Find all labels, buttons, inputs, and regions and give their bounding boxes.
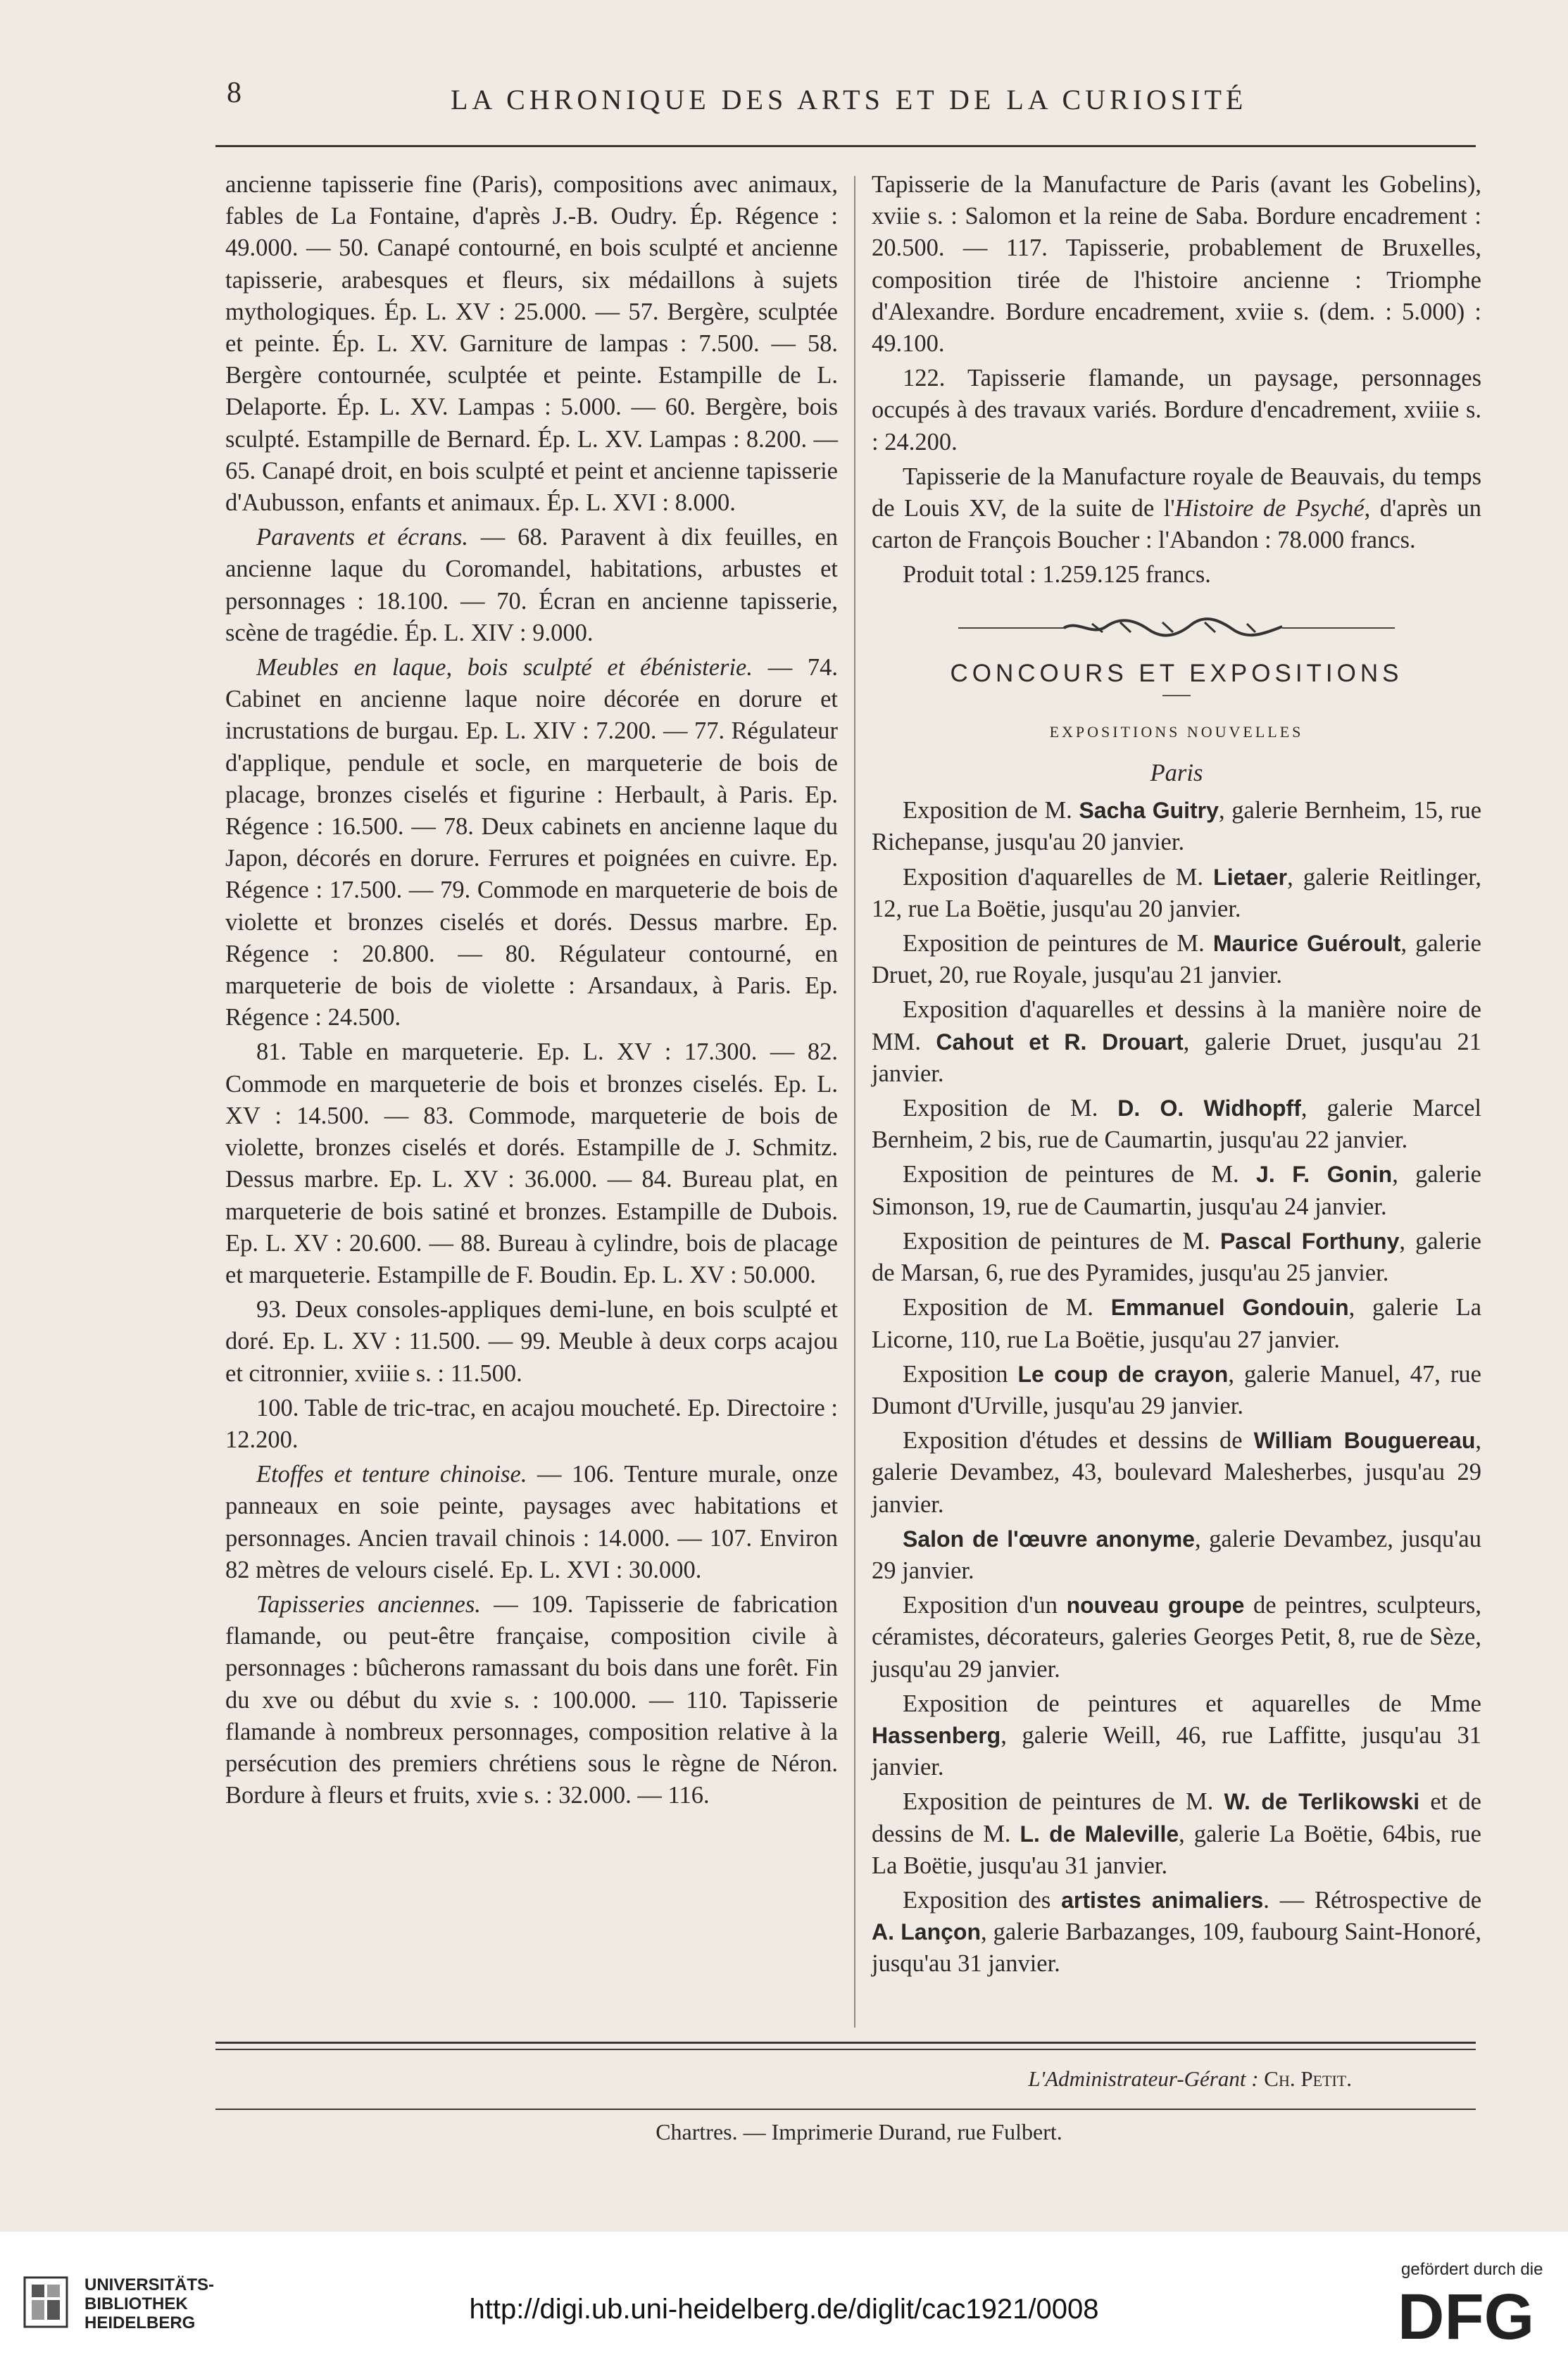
category-heading: Etoffes et tenture chinoise.: [256, 1461, 527, 1488]
bottom-rule: [215, 2042, 1476, 2044]
column-divider: [854, 176, 855, 2028]
paragraph: Paravents et écrans. — 68. Paravent à dix feuilles, en ancienne laque du Coromandel, habitations, arbustes et personnages : 18.100. — 70. Écran en ancienne tapisserie, scène de tragédie. Ép. L. XIV : 9.000.: [225, 524, 838, 646]
page-number: 8: [227, 77, 242, 109]
printer-line: Chartres. — Imprimerie Durand, rue Fulbert.: [656, 2119, 1062, 2144]
exhibitor-name: Emmanuel Gondouin: [1110, 1295, 1349, 1321]
dfg-logo-icon: [1398, 2282, 1545, 2346]
paragraph: Meubles en laque, bois sculpté et ébénisterie. — 74. Cabinet en ancienne laque noire décorée en dorure et incrustations de burgau. Ep. L. XIV : 7.200. — 77. Régulateur d'applique, pendule et socle, en marqueterie de bois de placage, bronzes ciselés et figurine : Herbault, à Paris. Ep. Régence : 16.500. — 78. Deux cabinets en ancienne laque du Japon, décorés en dorure. Ferrures et poignées en cuivre. Ep. Régence : 17.500. — 79. Commode en marqueterie de bois de violette et bronzes ciselés et dorés. Dessus marbre. Ep. Régence : 20.800. — 80. Régulateur contourné, en marqueterie de bois de violette : Arsandaux, à Paris. Ep. Régence : 24.500.: [225, 654, 839, 1031]
administrator-name: Ch. Petit.: [1264, 2066, 1352, 2091]
paragraph: Etoffes et tenture chinoise. — 106. Tenture murale, onze panneaux en soie peinte, paysages avec habitations et personnages. Ancien travail chinois : 14.000. — 107. Environ 82 mètres de velours ciselé. Ep. L. XVI : 30.000.: [225, 1461, 838, 1583]
exhibitor-name: artistes animaliers: [1061, 1887, 1264, 1913]
paragraph: 122. Tapisserie flamande, un paysage, personnages occupés à des travaux variés. Bordure d'encadrement, xviiie s. : 24.200.: [872, 365, 1481, 456]
left-column: [225, 169, 838, 1814]
dfg-logo-text: DFG: [1398, 2282, 1535, 2346]
category-heading: Meubles en laque, bois sculpté et ébénisterie.: [256, 654, 753, 681]
exhibitor-name: nouveau groupe: [1066, 1593, 1245, 1619]
exhibitor-name: Maurice Guéroult: [1212, 931, 1401, 957]
exhibition-item: Exposition de peintures de M. W. de Terlikowski et de dessins de M. L. de Maleville, galerie La Boëtie, 64bis, rue La Boëtie, jusqu'au 31 janvier.: [872, 1788, 1481, 1879]
exhibitor-name: W. de Terlikowski: [1224, 1789, 1420, 1815]
digitization-bar: [0, 2232, 1568, 2362]
exhibition-item: Exposition de peintures de M. Pascal Forthuny, galerie de Marsan, 6, rue des Pyramides, jusqu'au 25 janvier.: [872, 1227, 1481, 1287]
exhibitions-list: [872, 795, 1481, 1980]
exhibitor-name: D. O. Widhopff: [1117, 1095, 1301, 1122]
paragraph: Tapisseries anciennes. — 109. Tapisserie de fabrication flamande, ou peut-être française, composition civile à personnages : bûcherons ramassant du bois dans une forêt. Fin du xve ou début du xvie s. : 100.000. — 110. Tapisserie flamande à nombreux personnages, composition relative à la persécution des premiers chrétiens sous le règne de Néron. Bordure à fleurs et fruits, xvie s. : 32.000. — 116.: [225, 1590, 838, 1809]
paragraph: Tapisserie de la Manufacture royale de Beauvais, du temps de Louis XV, de la suite de l'Histoire de Psyché, d'après un carton de François Boucher : l'Abandon : 78.000 francs.: [872, 463, 1482, 554]
exhibition-item: Exposition de peintures de M. Maurice Guéroult, galerie Druet, 20, rue Royale, jusqu'au 21 janvier.: [872, 930, 1481, 989]
exhibition-item: Exposition de peintures de M. J. F. Gonin, galerie Simonson, 19, rue de Caumartin, jusqu'au 24 janvier.: [872, 1161, 1481, 1220]
paragraph: 81. Table en marqueterie. Ep. L. XV : 17.300. — 82. Commode en marqueterie de bois et bronzes ciselés. Ep. L. XV : 14.500. — 83. Commode, marqueterie de bois de violette, bronzes ciselés et dorés. Estampille de J. Schmitz. Dessus marbre. Ep. L. XV : 36.000. — 84. Bureau plat, en marqueterie de bois satiné et bronzes. Estampille de Dubois. Ep. L. XV : 20.600. — 88. Bureau à cylindre, bois de placage et marqueterie. Estampille de F. Boudin. Ep. L. XV : 50.000.: [225, 1038, 838, 1288]
footer-rule: [215, 2109, 1476, 2110]
paragraph: 100. Table de tric-trac, en acajou moucheté. Ep. Directoire : 12.200.: [225, 1394, 838, 1453]
exhibition-item: Exposition d'études et dessins de William Bouguereau, galerie Devambez, 43, boulevard Malesherbes, jusqu'au 29 janvier.: [872, 1427, 1482, 1518]
exhibition-item: Exposition d'aquarelles de M. Lietaer, galerie Reitlinger, 12, rue La Boëtie, jusqu'au 20 janvier.: [872, 863, 1481, 922]
administrator-label: L'Administrateur-Gérant :: [1028, 2066, 1259, 2091]
paragraph: 93. Deux consoles-appliques demi-lune, en bois sculpté et doré. Ep. L. XV : 11.500. — 99. Meuble à deux corps acajou et citronnier, xviiie s. : 11.500.: [225, 1296, 838, 1387]
section-rule: [1162, 695, 1191, 696]
paragraph: Produit total : 1.259.125 francs.: [903, 561, 1211, 589]
exhibitor-name: L. de Maleville: [1020, 1821, 1179, 1847]
exhibition-item: Exposition de M. Sacha Guitry, galerie Bernheim, 15, rue Richepanse, jusqu'au 20 janvier.: [872, 797, 1482, 856]
exhibition-item: Exposition d'un nouveau groupe de peintres, sculpteurs, céramistes, décorateurs, galeries Georges Petit, 8, rue de Sèze, jusqu'au 29 janvier.: [872, 1592, 1481, 1683]
exhibition-item: Exposition de M. Emmanuel Gondouin, galerie La Licorne, 110, rue La Boëtie, jusqu'au 27 janvier.: [872, 1294, 1482, 1353]
header-rule: [215, 145, 1476, 147]
bottom-rule-thin: [215, 2049, 1476, 2050]
exhibitor-name: Le coup de crayon: [1017, 1361, 1229, 1387]
city-heading: Paris: [1150, 760, 1203, 787]
exhibition-item: Exposition de M. D. O. Widhopff, galerie Marcel Bernheim, 2 bis, rue de Caumartin, jusqu'au 22 janvier.: [872, 1095, 1481, 1154]
exhibition-item: Salon de l'œuvre anonyme, galerie Devambez, jusqu'au 29 janvier.: [872, 1525, 1481, 1584]
work-title: Histoire de Psyché: [1174, 495, 1365, 522]
running-title: LA CHRONIQUE DES ARTS ET DE LA CURIOSITÉ: [451, 84, 1248, 115]
ornament-divider-icon: [951, 617, 1402, 638]
category-heading: Tapisseries anciennes.: [256, 1590, 481, 1618]
exhibition-item: Exposition Le coup de crayon, galerie Manuel, 47, rue Dumont d'Urville, jusqu'au 29 janvier.: [872, 1360, 1481, 1419]
exhibition-item: Exposition d'aquarelles et dessins à la manière noire de MM. Cahout et R. Drouart, galerie Druet, jusqu'au 21 janvier.: [872, 996, 1481, 1087]
subsection-title: EXPOSITIONS NOUVELLES: [1049, 722, 1304, 741]
exhibitor-name: Salon de l'œuvre anonyme: [903, 1526, 1195, 1552]
exhibitor-name: Pascal Forthuny: [1219, 1228, 1400, 1254]
section-title: CONCOURS ET EXPOSITIONS: [950, 659, 1403, 687]
exhibitor-name: A. Lançon: [872, 1919, 981, 1945]
auction-results-continued: [872, 169, 1481, 591]
paragraph: ancienne tapisserie fine (Paris), compositions avec animaux, fables de La Fontaine, d'après J.-B. Oudry. Ép. Régence : 49.000. — 50. Canapé contourné, en bois sculpté et ancienne tapisserie, arabesques et fleurs, six médaillons à sujets mythologiques. Ép. L. XV : 25.000. — 57. Bergère, sculptée et peinte. Ép. L. XV. Garniture de lampas : 7.500. — 58. Bergère contournée, sculptée et peinte. Estampille de L. Delaporte. Ép. L. XV. Lampas : 5.000. — 60. Bergère, bois sculpté. Estampille de Bernard. Ép. L. XV. Lampas : 8.200. — 65. Canapé droit, en bois sculpté et peint et ancienne tapisserie d'Aubusson, enfants et animaux. Ép. L. XVI : 8.000.: [225, 171, 838, 517]
exhibitor-name: Lietaer: [1213, 864, 1288, 890]
funded-by-label: gefördert durch die: [1401, 2260, 1543, 2279]
exhibitor-name: Sacha Guitry: [1079, 798, 1219, 824]
exhibitor-name: J. F. Gonin: [1256, 1162, 1393, 1188]
administrator-credit: [845, 2066, 1352, 2092]
source-url-link[interactable]: http://digi.ub.uni-heidelberg.de/diglit/cac1921/0008: [469, 2294, 1099, 2325]
library-name: UNIVERSITÄTS- BIBLIOTHEK HEIDELBERG: [84, 2275, 215, 2332]
exhibition-item: Exposition de peintures et aquarelles de Mme Hassenberg, galerie Weill, 46, rue Laffitte, jusqu'au 31 janvier.: [872, 1690, 1481, 1781]
right-column: [872, 169, 1481, 1983]
paragraph: Tapisserie de la Manufacture de Paris (avant les Gobelins), xviie s. : Salomon et la reine de Saba. Bordure encadrement : 20.500. — 117. Tapisserie, probablement de Bruxelles, composition tirée de l'histoire ancienne : Triomphe d'Alexandre. Bordure encadrement, xviie s. (dem. : 5.000) : 49.100.: [872, 171, 1481, 358]
exhibitor-name: Hassenberg: [872, 1722, 1001, 1748]
exhibitor-name: Cahout et R. Drouart: [936, 1029, 1184, 1055]
exhibitor-name: William Bouguereau: [1253, 1428, 1476, 1454]
category-heading: Paravents et écrans.: [256, 524, 468, 551]
exhibition-item: Exposition des artistes animaliers. — Rétrospective de A. Lançon, galerie Barbazanges, 109, faubourg Saint-Honoré, jusqu'au 31 janvier.: [872, 1886, 1482, 1978]
